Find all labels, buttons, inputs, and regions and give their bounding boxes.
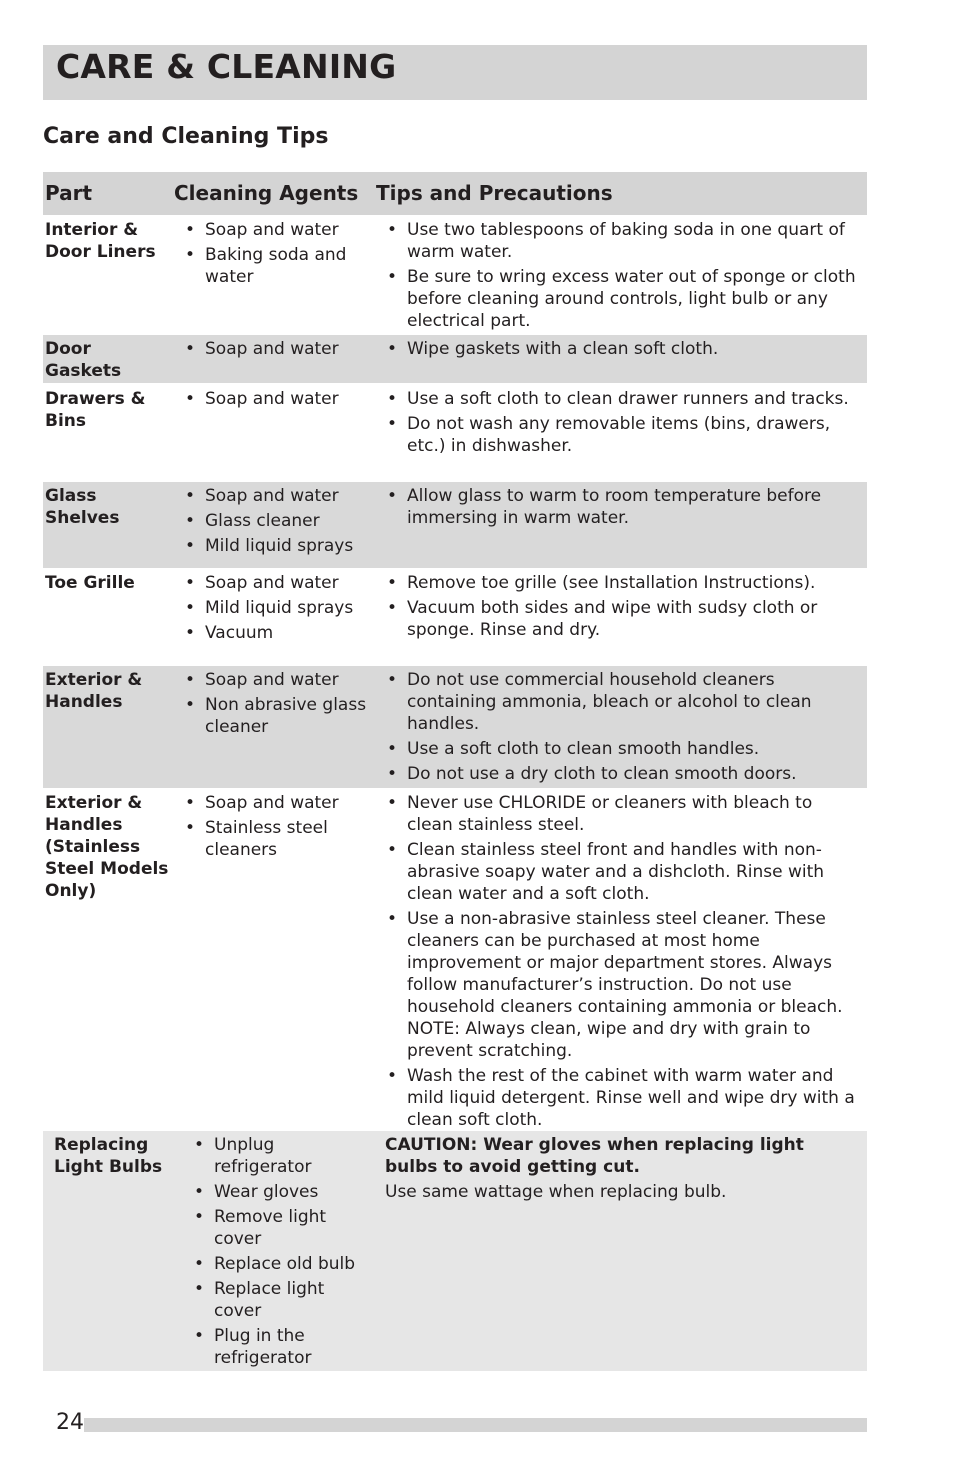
tips-list: [385, 338, 860, 363]
list-item: • Be sure to wring excess water out of sponge or cloth before cleaning around controls, light bulb or any electrical part.: [385, 266, 860, 332]
title-banner: [43, 45, 867, 100]
table-row: [43, 335, 867, 383]
footer-bar: [84, 1418, 867, 1432]
part-cell: Interior & Door Liners: [45, 220, 156, 262]
list-item: • Do not use commercial household cleaners containing ammonia, bleach or alcohol to clean handles.: [385, 669, 860, 735]
list-item: • Soap and water: [183, 485, 383, 507]
list-item: • Baking soda and water: [183, 244, 383, 288]
list-item: • Soap and water: [183, 669, 383, 691]
part-cell: Exterior & Handles (Stainless Steel Models Only): [45, 793, 169, 901]
agents-list: [183, 792, 383, 864]
part-cell: Exterior & Handles: [45, 670, 143, 712]
agents-list: [192, 1134, 372, 1372]
part-cell: Replacing Light Bulbs: [54, 1135, 163, 1177]
part-cell: Door Gaskets: [45, 339, 122, 381]
list-item: • Remove toe grille (see Installation Instructions).: [385, 572, 860, 594]
list-item: • Soap and water: [183, 572, 383, 594]
list-item: • Wash the rest of the cabinet with warm water and mild liquid detergent. Rinse well and wipe dry with a clean soft cloth.: [385, 1065, 860, 1131]
tips-list: [385, 388, 860, 460]
list-item: • Vacuum both sides and wipe with sudsy cloth or sponge. Rinse and dry.: [385, 597, 860, 641]
list-item: • Use two tablespoons of baking soda in one quart of warm water.: [385, 219, 860, 263]
table-row: [43, 789, 867, 1130]
list-item: • Replace old bulb: [192, 1253, 372, 1275]
caution-text: CAUTION: Wear gloves when replacing light bulbs to avoid getting cut.: [385, 1135, 804, 1177]
list-item: • Do not wash any removable items (bins, drawers, etc.) in dishwasher.: [385, 413, 860, 457]
list-item: • Soap and water: [183, 388, 383, 410]
part-cell: Glass Shelves: [45, 486, 120, 528]
list-item: • Vacuum: [183, 622, 383, 644]
list-item: • Mild liquid sprays: [183, 597, 383, 619]
list-item: • Replace light cover: [192, 1278, 372, 1322]
list-item: • Glass cleaner: [183, 510, 383, 532]
list-item: • Soap and water: [183, 792, 383, 814]
tips-list: [385, 219, 860, 335]
list-item: • Do not use a dry cloth to clean smooth doors.: [385, 763, 860, 785]
column-header-tips: Tips and Precautions: [376, 181, 613, 205]
list-item: • Unplug refrigerator: [192, 1134, 372, 1178]
agents-list: [183, 572, 383, 647]
agents-list: [183, 338, 383, 363]
list-item: • Mild liquid sprays: [183, 535, 383, 557]
table-row: [43, 385, 867, 480]
tips-list: [385, 669, 860, 788]
list-item: • Soap and water: [183, 338, 383, 360]
list-item: • Remove light cover: [192, 1206, 372, 1250]
list-item: • Allow glass to warm to room temperature before immersing in warm water.: [385, 485, 860, 529]
list-item: • Use a non-abrasive stainless steel cleaner. These cleaners can be purchased at most home improvement or major department stores. Always follow manufacturer’s instruction. Do not use household cleaners containing ammonia or bleach. NOTE: Always clean, wipe and dry with grain to prevent scratching.: [385, 908, 860, 1062]
agents-list: [183, 669, 383, 741]
list-item: • Wipe gaskets with a clean soft cloth.: [385, 338, 860, 360]
list-item: • Use a soft cloth to clean drawer runners and tracks.: [385, 388, 860, 410]
list-item: • Wear gloves: [192, 1181, 372, 1203]
table-row: [43, 569, 867, 664]
tips-list: [385, 485, 860, 532]
part-cell: Toe Grille: [45, 573, 135, 593]
agents-list: [183, 485, 383, 560]
list-item: • Soap and water: [183, 219, 383, 241]
table-header: [43, 172, 867, 215]
list-item: • Use a soft cloth to clean smooth handles.: [385, 738, 860, 760]
list-item: • Plug in the refrigerator: [192, 1325, 372, 1369]
page-number: 24: [56, 1410, 84, 1435]
table-row: [43, 1131, 867, 1371]
wattage-note: Use same wattage when replacing bulb.: [385, 1182, 727, 1202]
column-header-cleaning-agents: Cleaning Agents: [174, 181, 359, 205]
list-item: • Non abrasive glass cleaner: [183, 694, 383, 738]
tips-list: [385, 572, 860, 644]
section-title: Care and Cleaning Tips: [43, 124, 329, 149]
agents-list: [183, 219, 383, 291]
tips-list: [385, 792, 860, 1134]
tips-cell: [385, 1134, 860, 1203]
page-title: CARE & CLEANING: [56, 47, 397, 86]
agents-list: [183, 388, 383, 413]
list-item: • Stainless steel cleaners: [183, 817, 383, 861]
part-cell: Drawers & Bins: [45, 389, 146, 431]
table-row: [43, 482, 867, 568]
column-header-part: Part: [45, 181, 93, 205]
table-row: [43, 216, 867, 334]
list-item: • Never use CHLORIDE or cleaners with bleach to clean stainless steel.: [385, 792, 860, 836]
list-item: • Clean stainless steel front and handles with non-abrasive soapy water and a dishcloth. Rinse with clean water and a soft cloth.: [385, 839, 860, 905]
table-row: [43, 666, 867, 788]
